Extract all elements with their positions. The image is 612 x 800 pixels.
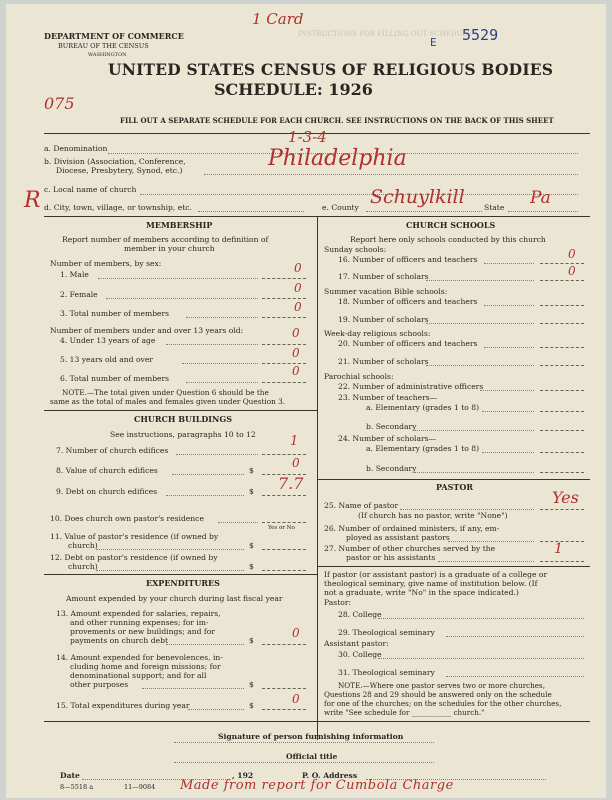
q2-value[interactable]: 0 — [294, 281, 302, 295]
state-value[interactable]: Pa — [530, 188, 551, 208]
city-label: d. City, town, village, or township, etc. — [44, 203, 192, 212]
q15-value[interactable]: 0 — [292, 692, 300, 706]
q6-value[interactable]: 0 — [292, 364, 300, 378]
q22-label: 22. Number of administrative officers — [338, 382, 484, 391]
schools-sub: Report here only schools conducted by this church — [350, 235, 546, 244]
q13-label-4: payments on church debt — [70, 636, 168, 645]
q5-value[interactable]: 0 — [292, 346, 300, 360]
q25-hint: (If church has no pastor, write "None") — [358, 511, 508, 520]
q9-dollar: $ — [249, 487, 254, 496]
membership-note-1: NOTE.—The total given under Question 6 should be the — [62, 388, 269, 397]
q5-label: 5. 13 years old and over — [60, 355, 153, 364]
q26-label-1: 26. Number of ordained ministers, if any, em- — [324, 524, 500, 533]
grad-note-2: theological seminary, give name of institution below. (If — [324, 579, 538, 588]
q2-label: 2. Female — [60, 290, 98, 299]
q6-label: 6. Total number of members — [60, 374, 170, 383]
q14-label-2: cluding home and foreign missions; for — [70, 662, 221, 671]
q12-dollar: $ — [249, 562, 254, 571]
q18-label: 18. Number of officers and teachers — [338, 297, 478, 306]
q16-value[interactable]: 0 — [568, 247, 576, 261]
pastor-note-1: NOTE.—Where one pastor serves two or more churches, — [338, 681, 546, 690]
handwritten-left-number: 075 — [44, 94, 75, 113]
q3-value[interactable]: 0 — [294, 300, 302, 314]
q23-secondary: b. Secondary — [366, 422, 417, 431]
q11-label-1: 11. Value of pastor's residence (if owned by — [50, 532, 219, 541]
q31-label: 31. Theological seminary — [338, 668, 435, 677]
q1-label: 1. Male — [60, 270, 89, 279]
q7-value[interactable]: 1 — [290, 434, 299, 449]
dept-line1: DEPARTMENT OF COMMERCE — [44, 31, 184, 41]
q14-label-1: 14. Amount expended for benevolences, in- — [56, 653, 223, 662]
print-code-2: 11—9084 — [124, 783, 156, 791]
local-name-label: c. Local name of church — [44, 185, 137, 194]
grad-note-1: If pastor (or assistant pastor) is a graduate of a college or — [324, 570, 548, 579]
q27-label-2: pastor or his assistants — [346, 553, 436, 562]
pastor-note-2: Questions 28 and 29 should be answered only on the schedule — [324, 690, 552, 699]
q1-value[interactable]: 0 — [294, 261, 302, 275]
sunday-schools: Sunday schools: — [324, 245, 387, 254]
membership-sub2: member in your church — [124, 244, 215, 253]
form-subtitle: SCHEDULE: 1926 — [214, 80, 373, 99]
dept-line3: WASHINGTON — [88, 52, 127, 58]
form-id-number: 5529 — [462, 26, 499, 44]
q27-value[interactable]: 1 — [554, 541, 563, 557]
q23-label: 23. Number of teachers— — [338, 393, 438, 402]
denomination-value[interactable]: 1-3-4 — [288, 128, 327, 146]
q17-label: 17. Number of scholars — [338, 272, 429, 281]
q14-label-4: other purposes — [70, 680, 129, 689]
po-address-label: P. O. Address — [302, 771, 358, 780]
instruction-line: FILL OUT A SEPARATE SCHEDULE FOR EACH CHURCH. SEE INSTRUCTIONS ON THE BACK OF THIS SHEET — [120, 116, 554, 125]
grad-note-3: not a graduate, write "No" in the space indicated.) — [324, 588, 519, 597]
buildings-sub: See instructions, paragraphs 10 to 12 — [110, 430, 256, 439]
q21-label: 21. Number of scholars — [338, 357, 429, 366]
q14-dollar: $ — [249, 680, 254, 689]
q12-label-1: 12. Debt on pastor's residence (if owned by — [50, 553, 218, 562]
q3-label: 3. Total number of members — [60, 309, 170, 318]
expenditures-sub: Amount expended by your church during last fiscal year — [66, 594, 283, 603]
membership-heading: MEMBERSHIP — [146, 220, 213, 230]
census-schedule-form — [6, 4, 606, 798]
pastor-note-3: for one of the churches; on the schedules for the other churches, — [324, 699, 562, 708]
weekday-schools: Week-day religious schools: — [324, 329, 431, 338]
q23-elementary: a. Elementary (grades 1 to 8) — [366, 403, 480, 412]
q25-label: 25. Name of pastor — [324, 501, 399, 510]
q27-label-1: 27. Number of other churches served by the — [324, 544, 496, 553]
yes-no-hint: Yes or No — [268, 525, 295, 531]
q24-secondary: b. Secondary — [366, 464, 417, 473]
q13-value[interactable]: 0 — [292, 626, 300, 640]
q13-label-2: and other running expenses; for im- — [70, 618, 209, 627]
division-label-2: Diocese, Presbytery, Synod, etc.) — [56, 166, 183, 175]
q28-label: 28. College — [338, 610, 382, 619]
q12-label-2: church) — [68, 562, 98, 571]
q11-dollar: $ — [249, 541, 254, 550]
q16-label: 16. Number of officers and teachers — [338, 255, 478, 264]
form-title: UNITED STATES CENSUS OF RELIGIOUS BODIES — [108, 60, 554, 79]
q26-label-2: ployed as assistant pastors — [346, 533, 450, 542]
q13-label-3: provements or new buildings; and for — [70, 627, 215, 636]
county-value[interactable]: Schuylkill — [370, 186, 465, 208]
q24-label: 24. Number of scholars— — [338, 434, 437, 443]
q19-label: 19. Number of scholars — [338, 315, 429, 324]
q24-elementary: a. Elementary (grades 1 to 8) — [366, 444, 480, 453]
pastor-label: Pastor: — [324, 598, 352, 607]
q8-label: 8. Value of church edifices — [56, 466, 158, 475]
q17-value[interactable]: 0 — [568, 264, 576, 278]
date-label: Date — [60, 771, 80, 780]
faded-heading: INSTRUCTIONS FOR FILLING OUT SCHEDULE — [298, 30, 473, 38]
q4-label: 4. Under 13 years of age — [60, 336, 156, 345]
division-label-1: b. Division (Association, Conference, — [44, 157, 186, 166]
q7-label: 7. Number of church edifices — [56, 446, 169, 455]
expenditures-heading: EXPENDITURES — [146, 578, 220, 588]
division-value[interactable]: Philadelphia — [268, 146, 407, 171]
q13-dollar: $ — [249, 636, 254, 645]
pastor-note-4: write "See schedule for ___________ church." — [324, 708, 485, 717]
buildings-heading: CHURCH BUILDINGS — [134, 414, 232, 424]
official-title-label: Official title — [286, 752, 338, 761]
q29-label: 29. Theological seminary — [338, 628, 435, 637]
asst-pastor-label: Assistant pastor: — [324, 639, 389, 648]
form-id-letter: E — [430, 36, 437, 49]
handwritten-footer-note: Made from report for Cumbola Charge — [180, 778, 454, 793]
q25-value[interactable]: Yes — [552, 488, 579, 507]
q14-label-3: denominational support; and for all — [70, 671, 207, 680]
parochial-schools: Parochial schools: — [324, 372, 394, 381]
date-year: , 192 — [232, 771, 254, 780]
q8-value[interactable]: 0 — [292, 456, 300, 470]
q9-label: 9. Debt on church edifices — [56, 487, 158, 496]
state-label: State — [484, 203, 505, 212]
members-by-age: Number of members under and over 13 years old: — [50, 326, 244, 335]
summer-schools: Summer vacation Bible schools: — [324, 287, 448, 296]
schools-heading: CHURCH SCHOOLS — [406, 220, 496, 230]
q20-label: 20. Number of officers and teachers — [338, 339, 478, 348]
q11-label-2: church) — [68, 541, 98, 550]
members-by-sex: Number of members, by sex: — [50, 259, 162, 268]
membership-note-2: same as the total of males and females given under Question 3. — [50, 397, 286, 406]
handwritten-r-mark: R — [24, 188, 41, 213]
q4-value[interactable]: 0 — [292, 326, 300, 340]
county-label: e. County — [322, 203, 359, 212]
dept-line2: BUREAU OF THE CENSUS — [58, 42, 149, 50]
q15-label: 15. Total expenditures during year — [56, 701, 190, 710]
q10-label: 10. Does church own pastor's residence — [50, 514, 204, 523]
q15-dollar: $ — [249, 701, 254, 710]
print-code-1: 8—5518 a — [60, 783, 94, 791]
pastor-heading: PASTOR — [436, 482, 473, 492]
q9-value[interactable]: 7.7 — [278, 474, 304, 493]
q8-dollar: $ — [249, 466, 254, 475]
q30-label: 30. College — [338, 650, 382, 659]
denomination-label: a. Denomination — [44, 144, 108, 153]
signature-label: Signature of person furnishing information — [218, 732, 404, 741]
handwritten-top-note: 1 Card — [252, 10, 304, 28]
membership-sub1: Report number of members according to definition of — [62, 235, 269, 244]
q13-label-1: 13. Amount expended for salaries, repairs, — [56, 609, 221, 618]
